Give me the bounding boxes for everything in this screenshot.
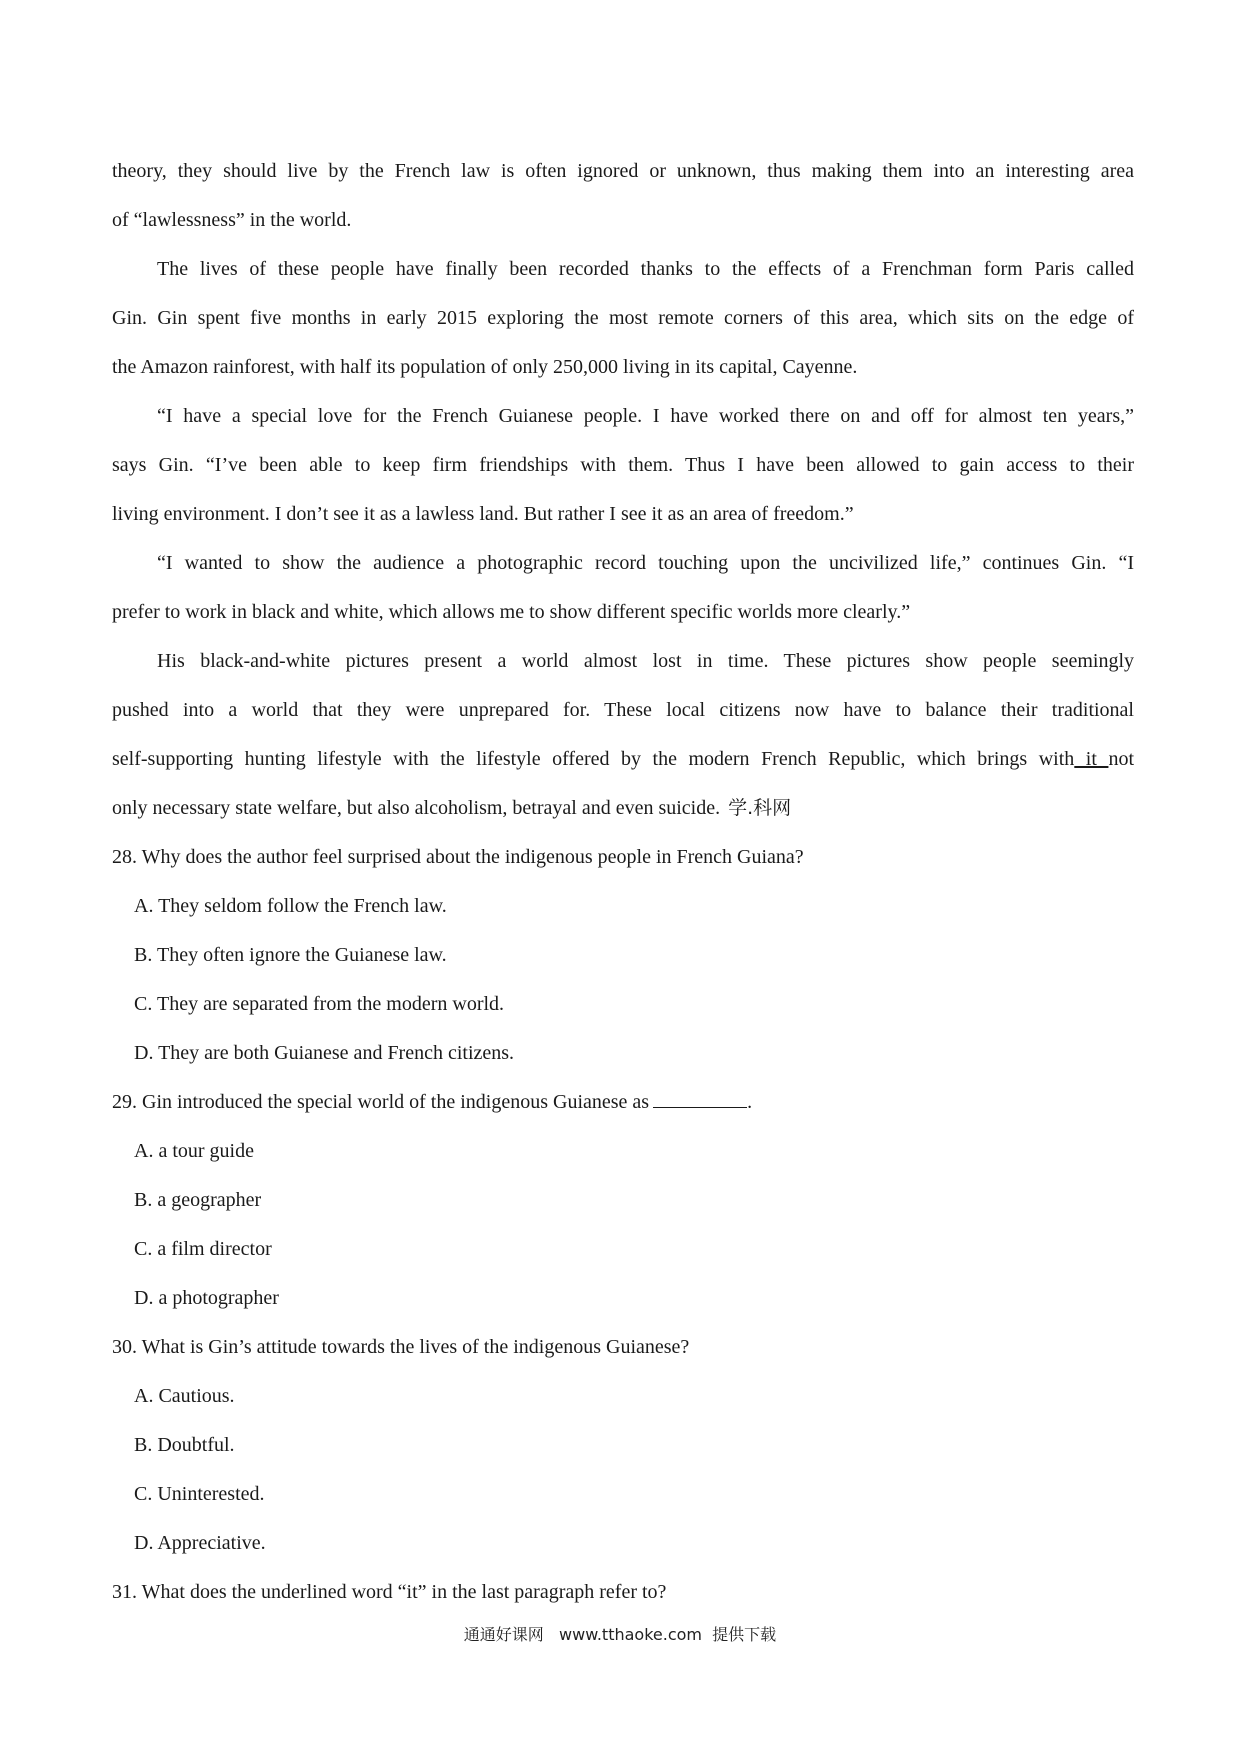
question-31-stem: 31. What does the underlined word “it” in the last paragraph refer to? — [112, 1581, 667, 1603]
passage-line: “I wanted to show the audience a photographic record touching upon the uncivilized life,” continues Gin. “I — [157, 552, 1134, 574]
question-29-stem-line — [112, 1078, 1134, 1127]
passage-line: “I have a special love for the French Guianese people. I have worked there on and off for almost ten years,” — [157, 405, 1134, 427]
question-30-option-c: C. Uninterested. — [134, 1483, 265, 1505]
question-28-option-c: C. They are separated from the modern world. — [134, 993, 505, 1015]
passage-line: theory, they should live by the French law is often ignored or unknown, thus making them into an interesting area — [112, 160, 1134, 182]
question-28-stem: 28. Why does the author feel surprised about the indigenous people in French Guiana? — [112, 846, 804, 868]
passage-line: living environment. I don’t see it as a lawless land. But rather I see it as an area of freedom.” — [112, 503, 854, 525]
passage-line: of “lawlessness” in the world. — [112, 209, 352, 231]
underlined-word-it: it — [1074, 748, 1109, 770]
question-29-option-c: C. a film director — [134, 1238, 272, 1260]
question-30-option-b: B. Doubtful. — [134, 1434, 235, 1456]
question-29-option-a: A. a tour guide — [134, 1140, 254, 1162]
page-footer: 通通好课网 www.tthaoke.com 提供下载 — [463, 1625, 777, 1644]
question-30-option-d: D. Appreciative. — [134, 1532, 266, 1554]
answer-blank — [653, 1089, 747, 1108]
question-29-option-d: D. a photographer — [134, 1287, 279, 1309]
watermark-text: 学.科网 — [728, 797, 792, 819]
question-30-stem: 30. What is Gin’s attitude towards the lives of the indigenous Guianese? — [112, 1336, 690, 1358]
passage-line — [112, 784, 1134, 833]
passage — [112, 147, 1134, 1617]
question-30-option-a: A. Cautious. — [134, 1385, 235, 1407]
passage-line: says Gin. “I’ve been able to keep firm friendships with them. Thus I have been allowed to gain access to their — [112, 454, 1134, 476]
passage-line: prefer to work in black and white, which allows me to show different specific worlds more clearly.” — [112, 601, 911, 623]
question-29-stem-end: . — [747, 1091, 753, 1113]
passage-text: only necessary state welfare, but also alcoholism, betrayal and even suicide. — [112, 797, 721, 819]
question-29-stem: 29. Gin introduced the special world of the indigenous Guianese as — [112, 1091, 650, 1113]
passage-line: His black-and-white pictures present a world almost lost in time. These pictures show people seemingly — [157, 650, 1134, 672]
passage-line — [112, 735, 1134, 784]
question-29-option-b: B. a geographer — [134, 1189, 262, 1211]
passage-line: the Amazon rainforest, with half its population of only 250,000 living in its capital, Cayenne. — [112, 356, 858, 378]
passage-line: pushed into a world that they were unprepared for. These local citizens now have to balance their traditional — [112, 699, 1134, 721]
passage-line: The lives of these people have finally been recorded thanks to the effects of a Frenchman form Paris called — [157, 258, 1134, 280]
question-28-option-b: B. They often ignore the Guianese law. — [134, 944, 447, 966]
passage-text: self-supporting hunting lifestyle with the lifestyle offered by the modern French Republic, which brings with — [112, 748, 1075, 770]
question-28-option-a: A. They seldom follow the French law. — [134, 895, 447, 917]
question-28-option-d: D. They are both Guianese and French citizens. — [134, 1042, 515, 1064]
passage-text: not — [1108, 748, 1134, 770]
passage-line: Gin. Gin spent five months in early 2015 exploring the most remote corners of this area, which sits on the edge of — [112, 307, 1134, 329]
